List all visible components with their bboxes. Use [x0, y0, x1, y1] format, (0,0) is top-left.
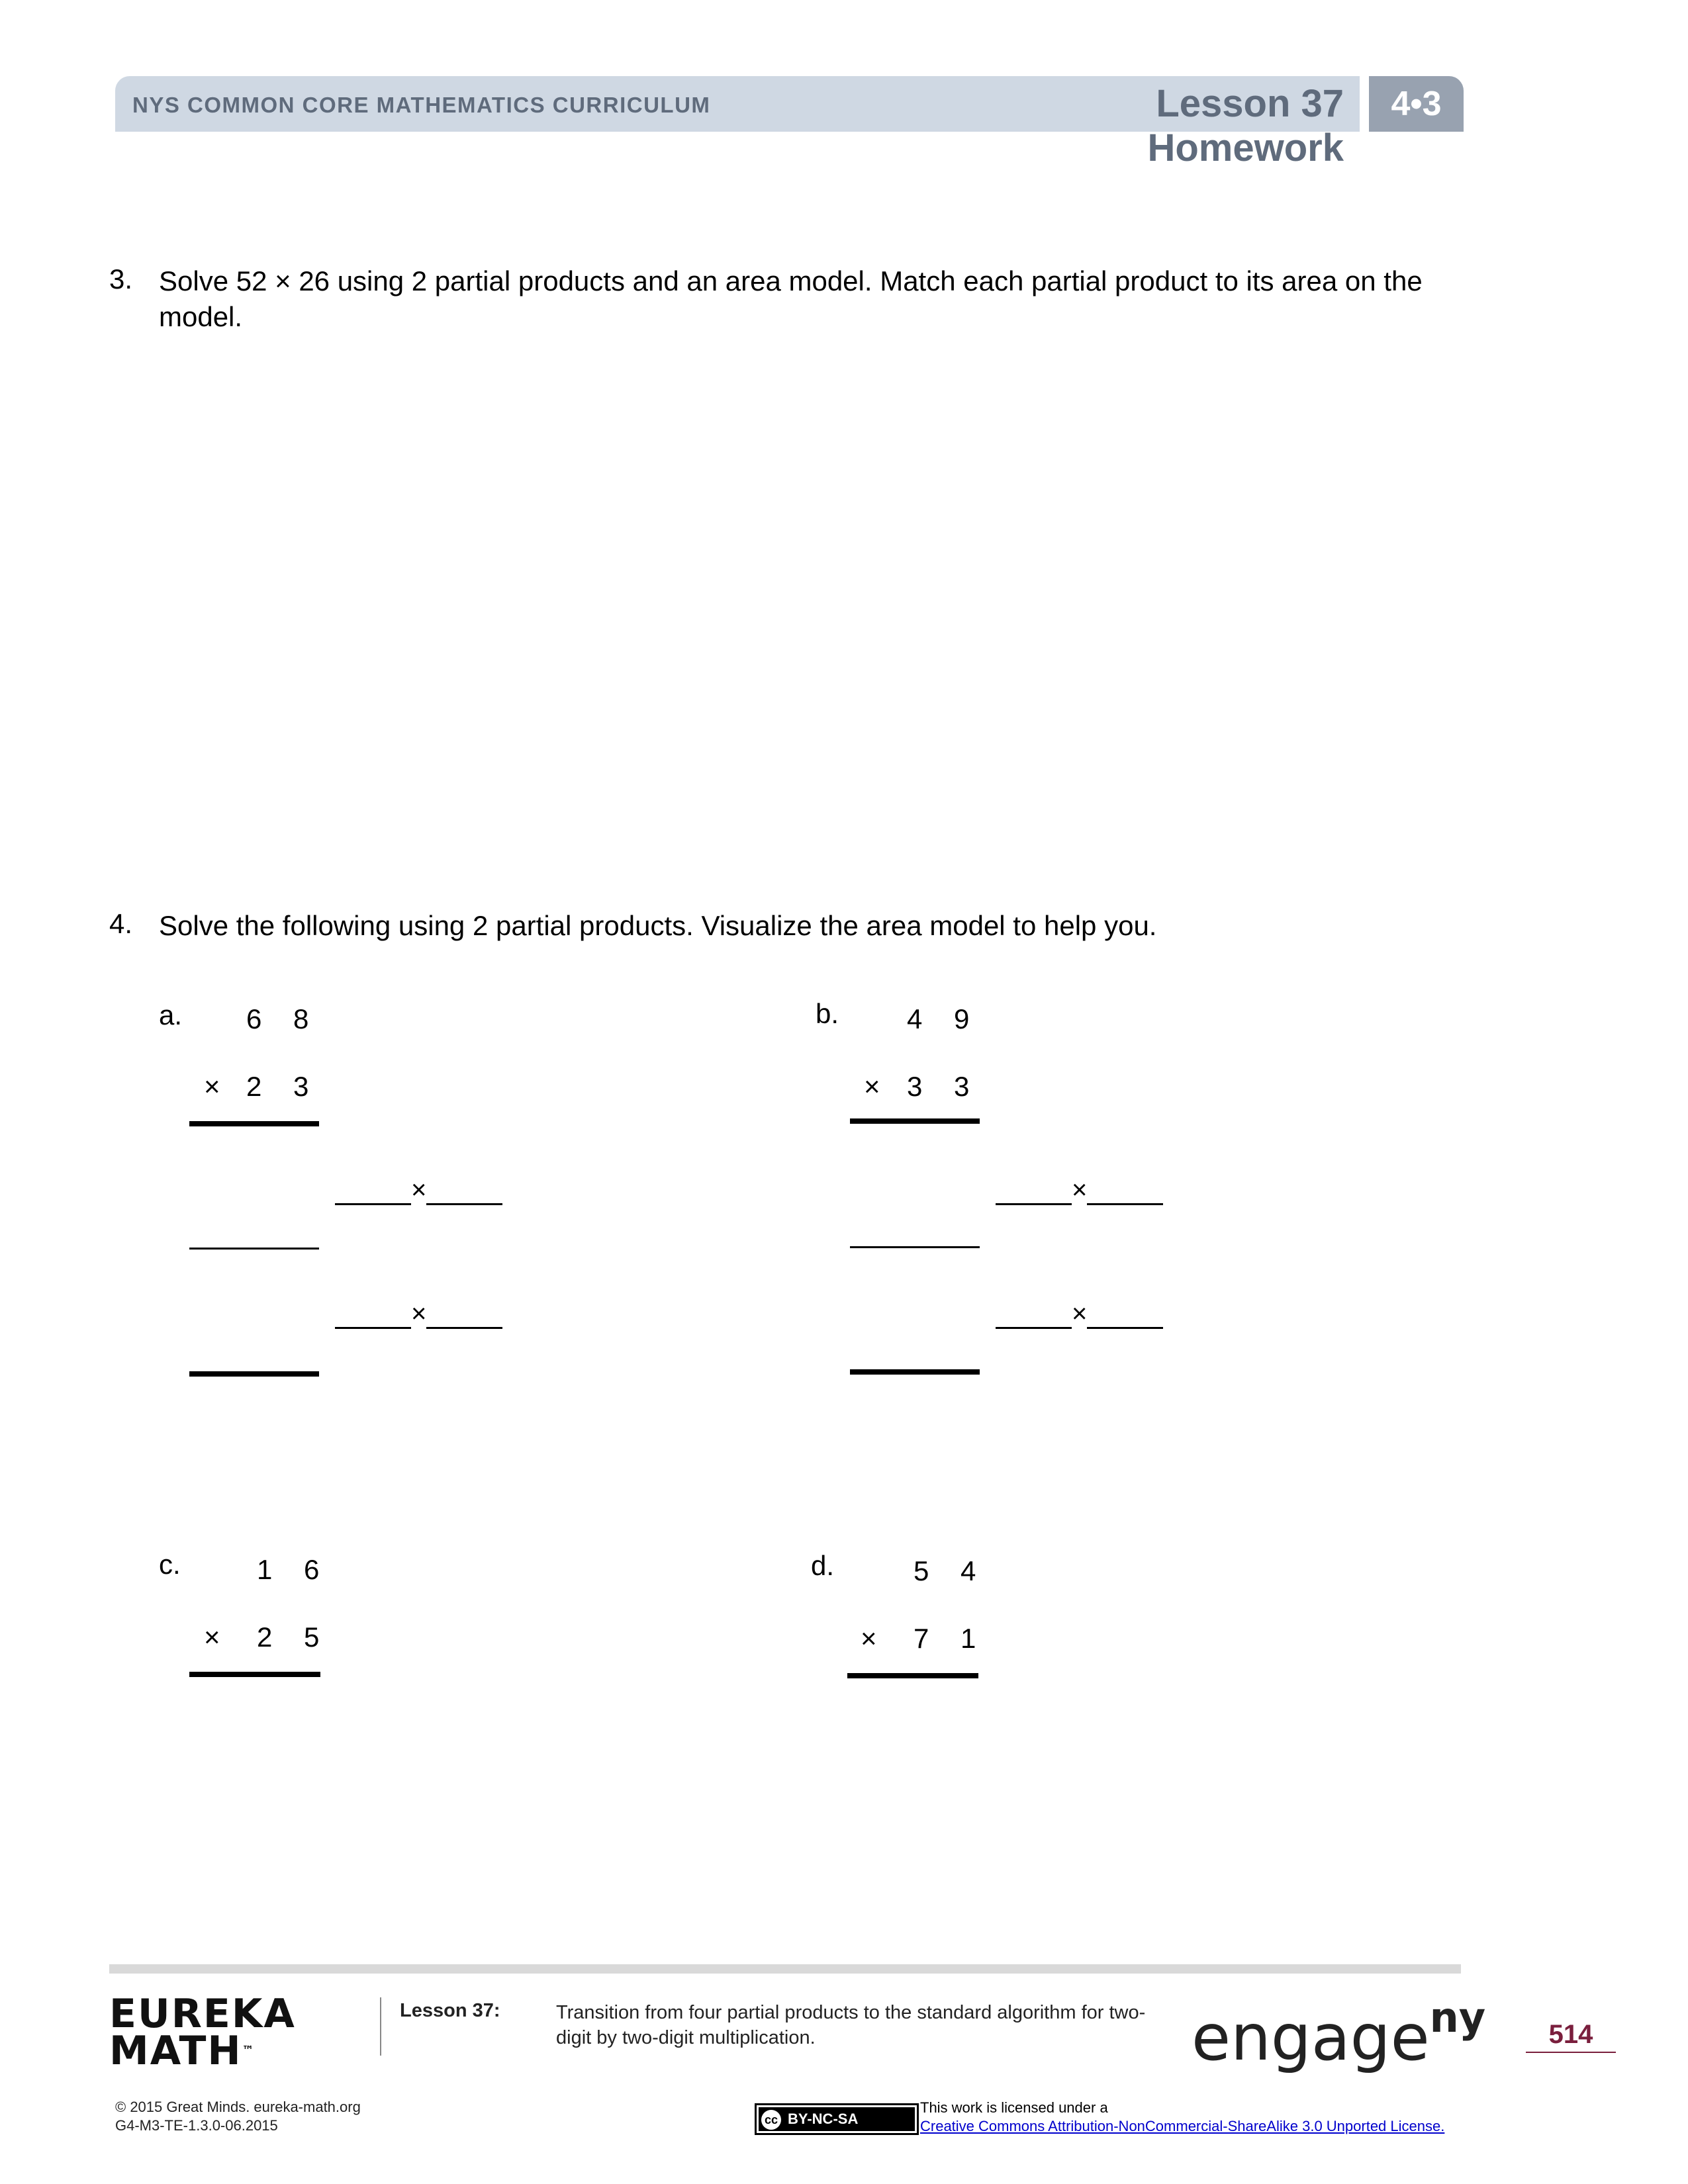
license-text: This work is licensed under a — [920, 2099, 1108, 2116]
part-a-multiplier: 2 3 — [246, 1071, 321, 1102]
footer-divider — [380, 1997, 381, 2056]
part-b-partial-1[interactable]: × — [996, 1175, 1163, 1205]
lesson-title: Lesson 37 Homework — [1147, 82, 1344, 169]
footer-lesson-description: Transition from four partial products to the standard algorithm for two-digit by two-digit multiplication. — [556, 2002, 1146, 2048]
part-d-label: d. — [811, 1550, 835, 1581]
problem-4-number: 4. — [109, 908, 133, 939]
part-d-multiplicand: 5 4 — [914, 1555, 988, 1586]
part-d-multiplier: 7 1 — [914, 1623, 988, 1654]
blank[interactable] — [426, 1179, 502, 1205]
part-a-partial-2[interactable]: × — [335, 1299, 502, 1329]
part-b-sum-rule — [850, 1369, 980, 1375]
part-b-label: b. — [816, 998, 839, 1029]
part-c-top-rule — [189, 1672, 320, 1677]
grade-module-badge: 4•3 — [1369, 76, 1464, 132]
cc-badge-content: cc BY-NC-SA — [759, 2107, 915, 2131]
page-number-rule — [1526, 2052, 1616, 2053]
copyright: © 2015 Great Minds. eureka-math.org G4-M3-TE-1.3.0-06.2015 — [115, 2099, 361, 2134]
footer-rule — [109, 1964, 1461, 1974]
blank[interactable] — [1087, 1179, 1163, 1205]
part-c-multiplicand: 1 6 — [257, 1554, 332, 1585]
eureka-math-logo: EUREKA MATH™ — [109, 1991, 296, 2074]
blank[interactable] — [996, 1303, 1072, 1329]
engageny-logo: engage$^{ny}$ — [1192, 1993, 1486, 2075]
part-b-partial-line — [850, 1246, 980, 1248]
part-b-times: × — [864, 1071, 880, 1102]
part-a-times: × — [204, 1071, 220, 1102]
part-d-top-rule — [847, 1673, 978, 1678]
problem-3-number: 3. — [109, 263, 133, 295]
page-number: 514 — [1548, 2020, 1593, 2049]
blank[interactable] — [996, 1179, 1072, 1205]
part-b-multiplicand: 4 9 — [907, 1003, 982, 1034]
footer-lesson-label: Lesson 37: — [400, 2000, 500, 2021]
curriculum-title: NYS COMMON CORE MATHEMATICS CURRICULUM — [132, 93, 711, 117]
part-b-multiplier: 3 3 — [907, 1071, 982, 1102]
part-b-partial-2[interactable]: × — [996, 1299, 1163, 1329]
problem-4-text: Solve the following using 2 partial products. Visualize the area model to help you. — [159, 910, 1157, 941]
part-a-partial-line — [189, 1248, 319, 1250]
license-link[interactable]: Creative Commons Attribution-NonCommercial-ShareAlike 3.0 Unported License. — [920, 2118, 1445, 2134]
part-c-multiplier: 2 5 — [257, 1621, 332, 1653]
part-d-times: × — [861, 1623, 877, 1654]
part-b-top-rule — [850, 1118, 980, 1124]
part-c-label: c. — [159, 1549, 181, 1580]
part-a-label: a. — [159, 999, 183, 1030]
part-a-sum-rule — [189, 1371, 319, 1377]
cc-icon: cc — [761, 2110, 781, 2130]
part-a-top-rule — [189, 1121, 319, 1126]
part-c-times: × — [204, 1621, 220, 1653]
part-a-multiplicand: 6 8 — [246, 1003, 321, 1034]
blank[interactable] — [426, 1303, 502, 1329]
blank[interactable] — [1087, 1303, 1163, 1329]
blank[interactable] — [335, 1179, 411, 1205]
part-a-partial-1[interactable]: × — [335, 1175, 502, 1205]
blank[interactable] — [335, 1303, 411, 1329]
problem-3-text: Solve 52 × 26 using 2 partial products and an area model. Match each partial product to its area on the model. — [159, 265, 1423, 332]
